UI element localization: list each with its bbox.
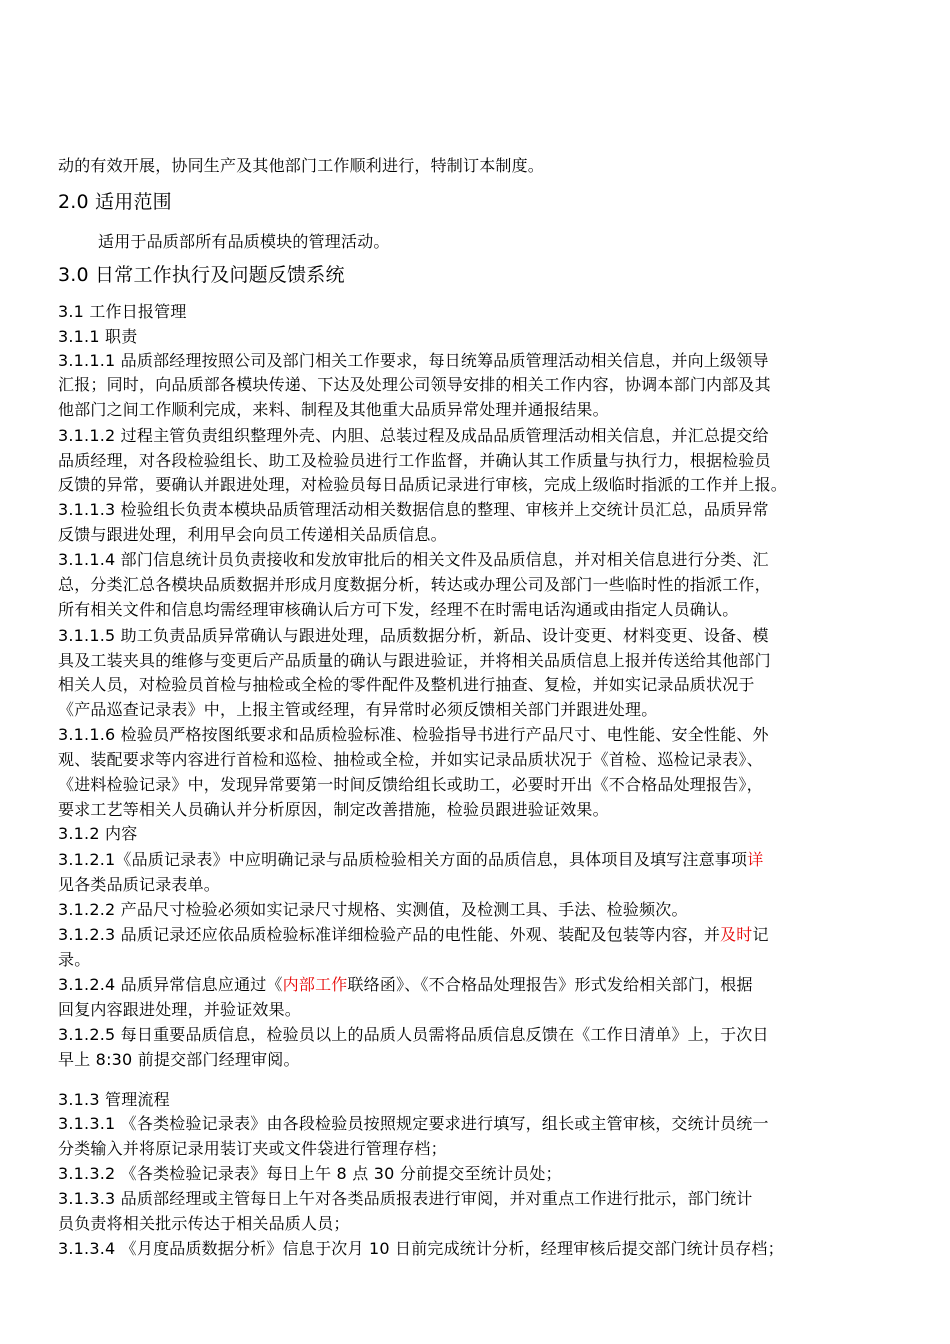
para-3-1-1-5-line: 《产品巡查记录表》中，上报主管或经理，有异常时必须反馈相关部门并跟进处理。 <box>58 700 658 719</box>
para-3-1-1-6-line: 观、装配要求等内容进行首检和巡检、抽检或全检，并如实记录品质状况于《首检、巡检记录表》、 <box>58 750 763 769</box>
para-3-1-1-2-line: 品质经理，对各段检验组长、助工及检验员进行工作监督，并确认其工作质量与执行力，根据检验员 <box>58 451 771 470</box>
highlighted-text: 详 <box>747 850 764 869</box>
para-3-1-3-3-line: 员负责将相关批示传达于相关品质人员； <box>58 1214 350 1233</box>
para-3-1-1-6-line: 《进料检验记录》中，发现异常要第一时间反馈给组长或助工，必要时开出《不合格品处理报告》， <box>58 775 763 794</box>
para-3-1-2-3-line: 录。 <box>58 950 91 969</box>
para-3-1-2-5-line: 早上 8:30 前提交部门经理审阅。 <box>58 1050 300 1069</box>
para-3-1-2-4-line: 回复内容跟进处理，并验证效果。 <box>58 1000 302 1019</box>
para-3-1-2-4-line <box>58 973 753 997</box>
para-3-1-1-1-line: 汇报；同时，向品质部各模块传递、下达及处理公司领导安排的相关工作内容，协调本部门内部及其 <box>58 375 771 394</box>
para-3-1-2-1-line: 见各类品质记录表单。 <box>58 875 221 894</box>
para-3-1-2-5-line: 3.1.2.5 每日重要品质信息，检验员以上的品质人员需将品质信息反馈在《工作日清单》上，于次日 <box>58 1025 769 1044</box>
para-3-1-2-3-line <box>58 923 769 947</box>
para-3-1-1-5-line: 具及工装夹具的维修与变更后产品质量的确认与跟进验证，并将相关品质信息上报并传送给其他部门 <box>58 651 771 670</box>
para-3-1-1-3-line: 3.1.1.3 检验组长负责本模块品质管理活动相关数据信息的整理、审核并上交统计员汇总，品质异常 <box>58 500 769 519</box>
para-3-1-1-6-line: 要求工艺等相关人员确认并分析原因，制定改善措施，检验员跟进验证效果。 <box>58 800 609 819</box>
section-3-1-1-heading: 3.1.1 职责 <box>58 327 138 346</box>
section-3-1-3-heading: 3.1.3 管理流程 <box>58 1090 170 1109</box>
section-3-1-2-heading: 3.1.2 内容 <box>58 824 138 843</box>
para-3-1-1-1-line: 他部门之间工作顺利完成，来料、制程及其他重大品质异常处理并通报结果。 <box>58 400 609 419</box>
para-3-1-1-3-line: 反馈与跟进处理，利用早会向员工传递相关品质信息。 <box>58 525 447 544</box>
para-3-1-3-2: 3.1.3.2 《各类检验记录表》每日上午 8 点 30 分前提交至统计员处； <box>58 1164 562 1183</box>
section-3-1-heading: 3.1 工作日报管理 <box>58 302 187 321</box>
highlighted-text: 内部工作 <box>282 975 348 994</box>
para-3-1-3-3-line: 3.1.3.3 品质部经理或主管每日上午对各类品质报表进行审阅，并对重点工作进行批示，部门统计 <box>58 1189 753 1208</box>
section-2-body: 适用于品质部所有品质模块的管理活动。 <box>98 232 390 251</box>
para-3-1-3-1-line: 3.1.3.1 《各类检验记录表》由各段检验员按照规定要求进行填写，组长或主管审核，交统计员统一 <box>58 1114 769 1133</box>
intro-paragraph-tail: 动的有效开展，协同生产及其他部门工作顺利进行，特制订本制度。 <box>58 156 545 175</box>
para-3-1-1-4-line: 所有相关文件和信息均需经理审核确认后方可下发，经理不在时需电话沟通或由指定人员确认。 <box>58 600 739 619</box>
text-run: 3.1.2.4 品质异常信息应通过《 <box>58 975 283 994</box>
para-3-1-1-4-line: 3.1.1.4 部门信息统计员负责接收和发放审批后的相关文件及品质信息，并对相关信息进行分类、汇 <box>58 550 769 569</box>
text-run: 3.1.2.1《品质记录表》中应明确记录与品质检验相关方面的品质信息，具体项目及填写注意事项 <box>58 850 748 869</box>
para-3-1-1-2-line: 反馈的异常，要确认并跟进处理，对检验员每日品质记录进行审核，完成上级临时指派的工作并上报。 <box>58 475 788 494</box>
text-run: 记 <box>752 925 769 944</box>
para-3-1-3-1-line: 分类输入并将原记录用装订夹或文件袋进行管理存档； <box>58 1139 447 1158</box>
text-run: 联络函》、《不合格品处理报告》形式发给相关部门，根据 <box>347 975 753 994</box>
para-3-1-1-2-line: 3.1.1.2 过程主管负责组织整理外壳、内胆、总装过程及成品品质管理活动相关信息，并汇总提交给 <box>58 426 769 445</box>
para-3-1-3-4: 3.1.3.4 《月度品质数据分析》信息于次月 10 日前完成统计分析，经理审核后提交部门统计员存档； <box>58 1239 784 1258</box>
para-3-1-1-6-line: 3.1.1.6 检验员严格按图纸要求和品质检验标准、检验指导书进行产品尺寸、电性能、安全性能、外 <box>58 725 769 744</box>
para-3-1-1-5-line: 3.1.1.5 助工负责品质异常确认与跟进处理，品质数据分析，新品、设计变更、材料变更、设备、模 <box>58 626 769 645</box>
text-run: 3.1.2.3 品质记录还应依品质检验标准详细检验产品的电性能、外观、装配及包装等内容，并 <box>58 925 721 944</box>
para-3-1-1-5-line: 相关人员，对检验员首检与抽检或全检的零件配件及整机进行抽查、复检，并如实记录品质状况于 <box>58 675 755 694</box>
section-3-heading: 3.0 日常工作执行及问题反馈系统 <box>58 264 345 286</box>
para-3-1-1-4-line: 总，分类汇总各模块品质数据并形成月度数据分析，转达或办理公司及部门一些临时性的指派工作， <box>58 575 771 594</box>
section-2-heading: 2.0 适用范围 <box>58 191 172 213</box>
highlighted-text: 及时 <box>720 925 753 944</box>
para-3-1-1-1-line: 3.1.1.1 品质部经理按照公司及部门相关工作要求，每日统筹品质管理活动相关信息，并向上级领导 <box>58 351 769 370</box>
para-3-1-2-2: 3.1.2.2 产品尺寸检验必须如实记录尺寸规格、实测值，及检测工具、手法、检验频次。 <box>58 900 688 919</box>
para-3-1-2-1-line <box>58 848 763 872</box>
